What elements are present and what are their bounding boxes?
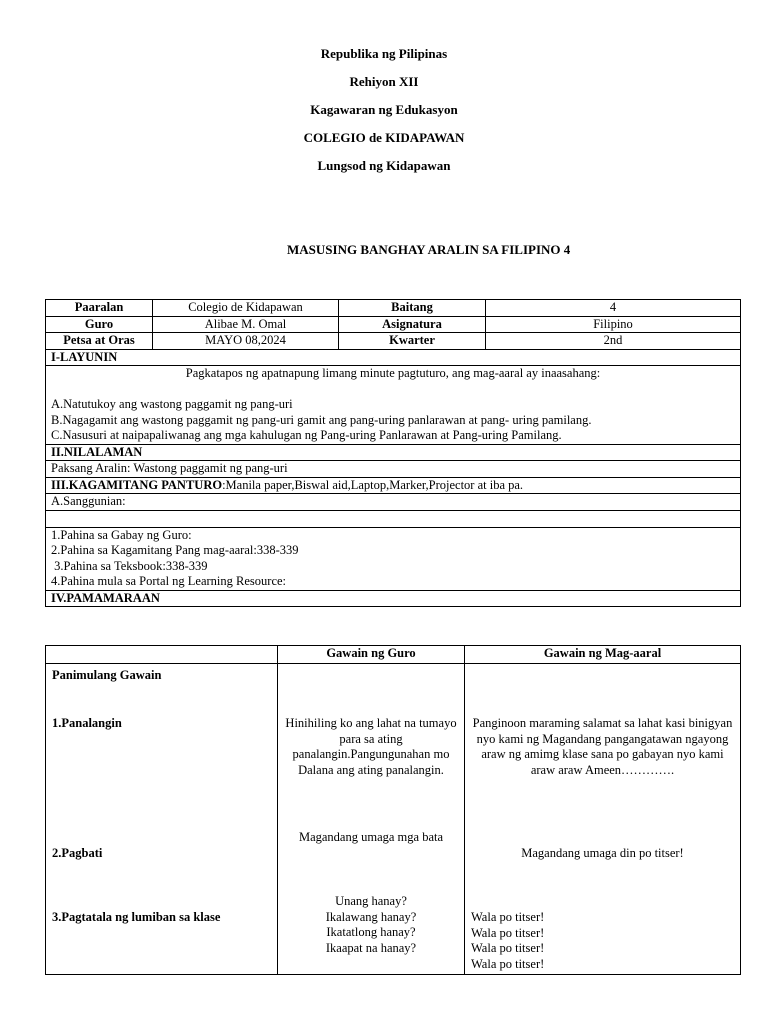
guro-value: Alibae M. Omal	[153, 316, 339, 333]
kagamitan-text: :Manila paper,Biswal aid,Laptop,Marker,Projector at iba pa.	[222, 477, 524, 492]
pagtatala-label: 3.Pagtatala ng lumiban sa klase	[52, 910, 221, 924]
baitang-label: Baitang	[339, 300, 486, 317]
wala-response: Wala po titser!	[471, 910, 545, 924]
empty-row	[46, 510, 741, 527]
panimulang-gawain-label: Panimulang Gawain	[52, 668, 162, 682]
empty-header-cell	[46, 646, 278, 664]
paksang-aralin: Paksang Aralin: Wastong paggamit ng pang-uri	[46, 461, 741, 478]
panalangin-guro-text: Hinihiling ko ang lahat na tumayo para sa ating panalangin.Pangungunahan mo Dalana ang ating panalangin.	[285, 716, 457, 777]
hanay-question: Unang hanay?	[335, 894, 407, 908]
pagbati-label: 2.Pagbati	[52, 846, 103, 860]
info-row-petsa	[46, 333, 741, 350]
sanggunian-item: 1.Pahina sa Gabay ng Guro:	[51, 527, 192, 542]
hanay-question: Ikatatlong hanay?	[326, 925, 416, 939]
sanggunian-item: 3.Pahina sa Teksbook:338-339	[51, 558, 208, 573]
layunin-item-b: B.Nagagamit ang wastong paggamit ng pang-uri gamit ang pang-uring panlarawan at pang- uring pamilang.	[51, 412, 592, 427]
baitang-value: 4	[486, 300, 741, 317]
activities-body-row	[46, 664, 741, 975]
layunin-intro: Pagkatapos ng apatnapung limang minute pagtuturo, ang mag-aaral ay inaasahang:	[185, 366, 601, 380]
header-rehiyon: Rehiyon XII	[349, 74, 419, 89]
sanggunian-heading: A.Sanggunian:	[46, 494, 741, 511]
activities-header-row	[46, 646, 741, 664]
pamamaraan-heading: IV.PAMAMARAAN	[46, 590, 741, 607]
wala-response: Wala po titser!	[471, 941, 545, 955]
sanggunian-list	[46, 527, 741, 590]
panalangin-magaaral-text: Panginoon maraming salamat sa lahat kasi binigyan nyo kami ng Magandang pangangatawan ngayong araw ng amimg klase sana po gabayan nyo kami araw araw Ameen………….	[472, 716, 733, 777]
kagamitan-row	[46, 477, 741, 494]
col-gawain-magaaral: Gawain ng Mag-aaral	[465, 646, 741, 664]
activities-table	[45, 645, 741, 975]
layunin-item-c: C.Nasusuri at naipapaliwanag ang mga kahulugan ng Pang-uring Panlarawan at Pang-uring Pamilang.	[51, 428, 562, 442]
panalangin-label: 1.Panalangin	[52, 716, 122, 730]
gawain-magaaral-cell	[465, 664, 741, 975]
nilalaman-heading: II.NILALAMAN	[46, 444, 741, 461]
wala-response: Wala po titser!	[471, 956, 545, 971]
header-republika: Republika ng Pilipinas	[320, 46, 448, 61]
header-colegio: COLEGIO de KIDAPAWAN	[303, 130, 465, 145]
header-lungsod: Lungsod ng Kidapawan	[317, 158, 451, 173]
wala-response: Wala po titser!	[471, 925, 545, 940]
kwarter-label: Kwarter	[339, 333, 486, 350]
header-kagawaran: Kagawaran ng Edukasyon	[310, 102, 458, 117]
layunin-heading: I-LAYUNIN	[46, 349, 741, 366]
asignatura-label: Asignatura	[339, 316, 486, 333]
kagamitan-heading: III.KAGAMITANG PANTURO	[51, 477, 223, 492]
petsa-value: MAYO 08,2024	[153, 333, 339, 350]
sanggunian-item: 2.Pahina sa Kagamitang Pang mag-aaral:338-339	[51, 543, 299, 557]
layunin-content	[46, 366, 741, 445]
info-row-guro	[46, 316, 741, 333]
kwarter-value: 2nd	[486, 333, 741, 350]
document-title: MASUSING BANGHAY ARALIN SA FILIPINO 4	[287, 242, 571, 257]
sanggunian-item: 4.Pahina mula sa Portal ng Learning Resource:	[51, 574, 287, 588]
activity-labels-cell	[46, 664, 278, 975]
layunin-item-a: A.Natutukoy ang wastong paggamit ng pang-uri	[51, 397, 293, 411]
pagtatala-magaaral-list	[471, 910, 734, 972]
guro-label: Guro	[46, 316, 153, 333]
info-row-paaralan	[46, 300, 741, 317]
hanay-question: Ikalawang hanay?	[325, 909, 417, 924]
lesson-plan-table	[45, 299, 741, 607]
paaralan-value: Colegio de Kidapawan	[153, 300, 339, 317]
petsa-label: Petsa at Oras	[46, 333, 153, 350]
pagtatala-guro-list	[278, 894, 464, 956]
asignatura-value: Filipino	[486, 316, 741, 333]
gawain-guro-cell	[278, 664, 465, 975]
col-gawain-guro: Gawain ng Guro	[278, 646, 465, 664]
pagbati-magaaral-text: Magandang umaga din po titser!	[521, 846, 684, 860]
paaralan-label: Paaralan	[46, 300, 153, 317]
hanay-question: Ikaapat na hanay?	[325, 940, 417, 955]
pagbati-guro-text: Magandang umaga mga bata	[298, 830, 444, 844]
